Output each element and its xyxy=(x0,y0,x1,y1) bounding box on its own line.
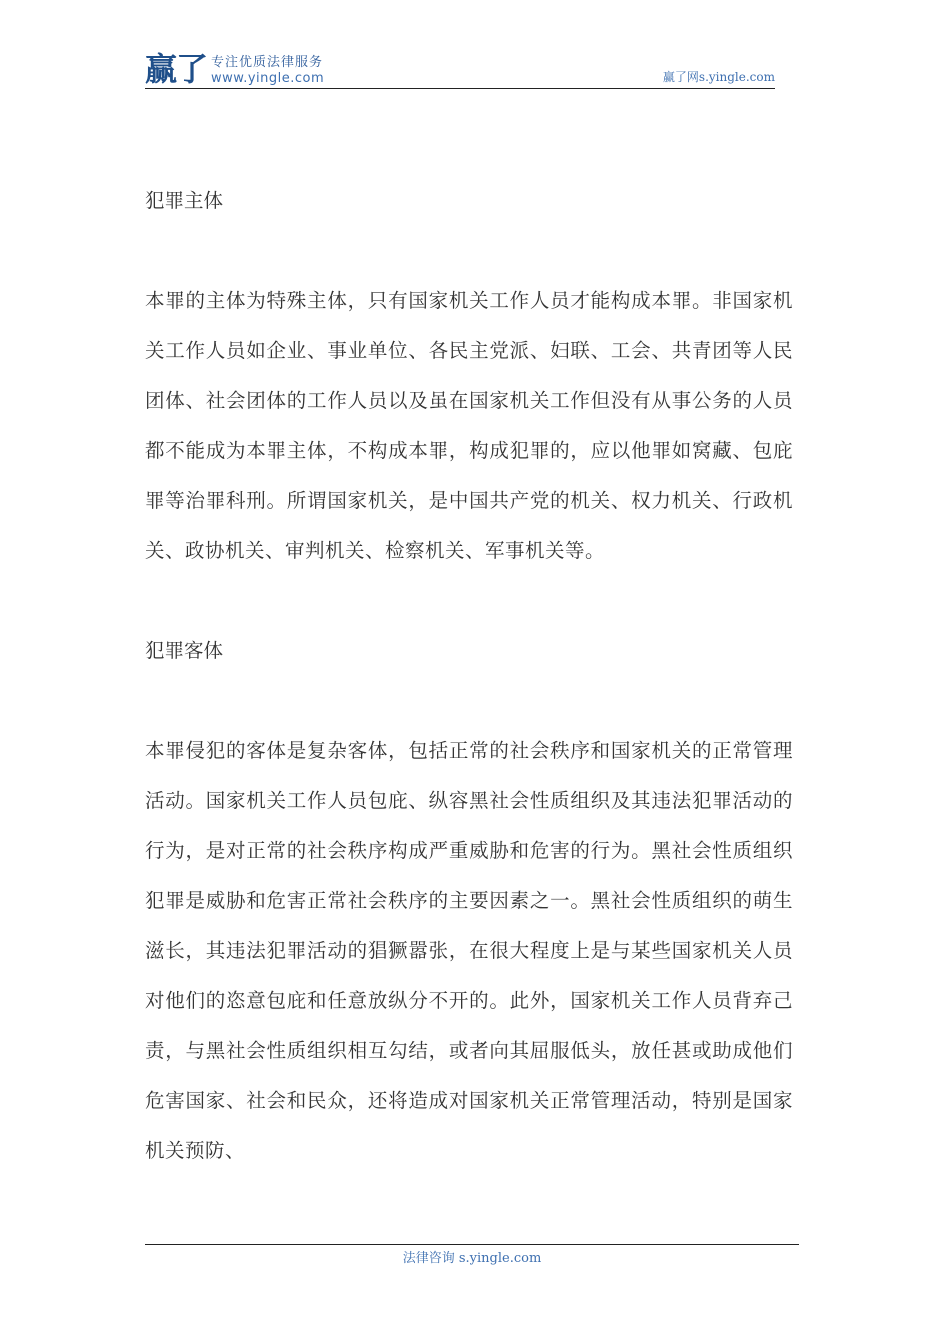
logo-slogan: 专注优质法律服务 xyxy=(211,55,324,70)
logo-mark: 赢了 xyxy=(145,50,208,88)
logo-text xyxy=(211,50,324,86)
document-body xyxy=(145,176,793,1226)
footer-divider xyxy=(145,1244,799,1245)
section-heading-subject: 犯罪主体 xyxy=(145,189,224,212)
page-header xyxy=(145,44,775,89)
logo-url: www.yingle.com xyxy=(211,71,325,86)
paragraph-object: 本罪侵犯的客体是复杂客体，包括正常的社会秩序和国家机关的正常管理活动。国家机关工作人员包庇、纵容黑社会性质组织及其违法犯罪活动的行为，是对正常的社会秩序构成严重威胁和危害的行为。黑社会性质组织犯罪是威胁和危害正常社会秩序的主要因素之一。黑社会性质组织的萌生滋长，其违法犯罪活动的猖獗嚣张，在很大程度上是与某些国家机关人员对他们的恣意包庇和任意放纵分不开的。此外，国家机关工作人员背弃己责，与黑社会性质组织相互勾结，或者向其屈服低头，放任甚或助成他们危害国家、社会和民众，还将造成对国家机关正常管理活动，特别是国家机关预防、 xyxy=(145,739,793,1162)
header-site-link[interactable]: 赢了网s.yingle.com xyxy=(662,70,775,84)
yingle-logo[interactable] xyxy=(145,50,324,86)
paragraph-subject: 本罪的主体为特殊主体，只有国家机关工作人员才能构成本罪。非国家机关工作人员如企业、事业单位、各民主党派、妇联、工会、共青团等人民团体、社会团体的工作人员以及虽在国家机关工作但没有从事公务的人员都不能成为本罪主体，不构成本罪，构成犯罪的，应以他罪如窝藏、包庇罪等治罪科刑。所谓国家机关，是中国共产党的机关、权力机关、行政机关、政协机关、审判机关、检察机关、军事机关等。 xyxy=(145,289,793,562)
footer-link[interactable]: 法律咨询 s.yingle.com xyxy=(402,1251,542,1266)
section-heading-object: 犯罪客体 xyxy=(145,639,224,662)
